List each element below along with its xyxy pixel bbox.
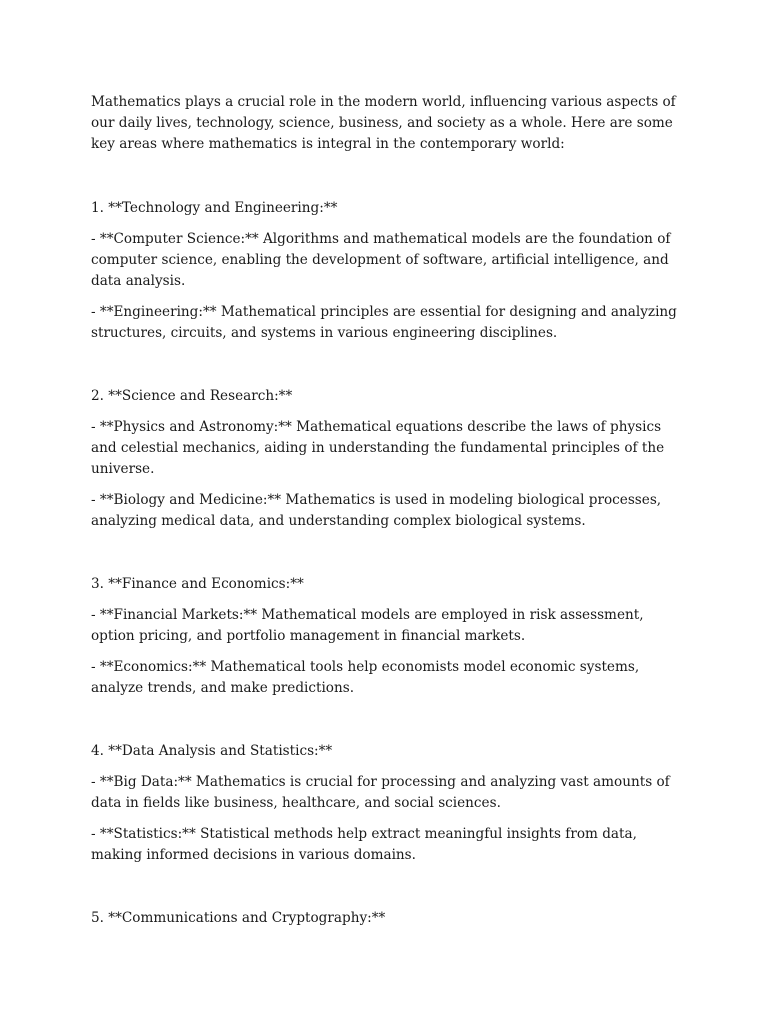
bullet-financial-markets: - **Financial Markets:** Mathematical models are employed in risk assessment, option pricing, and portfolio management in financial markets. bbox=[91, 607, 644, 644]
document-body bbox=[91, 92, 681, 939]
intro-paragraph: Mathematics plays a crucial role in the modern world, influencing various aspects of our daily lives, technology, science, business, and society as a whole. Here are some key areas where mathematics is integral in the contemporary world: bbox=[91, 94, 676, 152]
section-heading-5: 5. **Communications and Cryptography:** bbox=[91, 910, 386, 926]
section-heading-4: 4. **Data Analysis and Statistics:** bbox=[91, 743, 333, 759]
bullet-statistics: - **Statistics:** Statistical methods help extract meaningful insights from data, making informed decisions in various domains. bbox=[91, 826, 637, 863]
bullet-biology-medicine: - **Biology and Medicine:** Mathematics is used in modeling biological processes, analyzing medical data, and understanding complex biological systems. bbox=[91, 492, 662, 529]
bullet-big-data: - **Big Data:** Mathematics is crucial for processing and analyzing vast amounts of data in fields like business, healthcare, and social sciences. bbox=[91, 774, 670, 811]
bullet-engineering: - **Engineering:** Mathematical principles are essential for designing and analyzing structures, circuits, and systems in various engineering disciplines. bbox=[91, 304, 677, 341]
bullet-computer-science: - **Computer Science:** Algorithms and mathematical models are the foundation of computer science, enabling the development of software, artificial intelligence, and data analysis. bbox=[91, 231, 671, 289]
section-heading-1: 1. **Technology and Engineering:** bbox=[91, 200, 338, 216]
bullet-physics-astronomy: - **Physics and Astronomy:** Mathematical equations describe the laws of physics and celestial mechanics, aiding in understanding the fundamental principles of the universe. bbox=[91, 419, 665, 477]
section-heading-2: 2. **Science and Research:** bbox=[91, 388, 293, 404]
section-heading-3: 3. **Finance and Economics:** bbox=[91, 576, 304, 592]
bullet-economics: - **Economics:** Mathematical tools help economists model economic systems, analyze trends, and make predictions. bbox=[91, 659, 640, 696]
